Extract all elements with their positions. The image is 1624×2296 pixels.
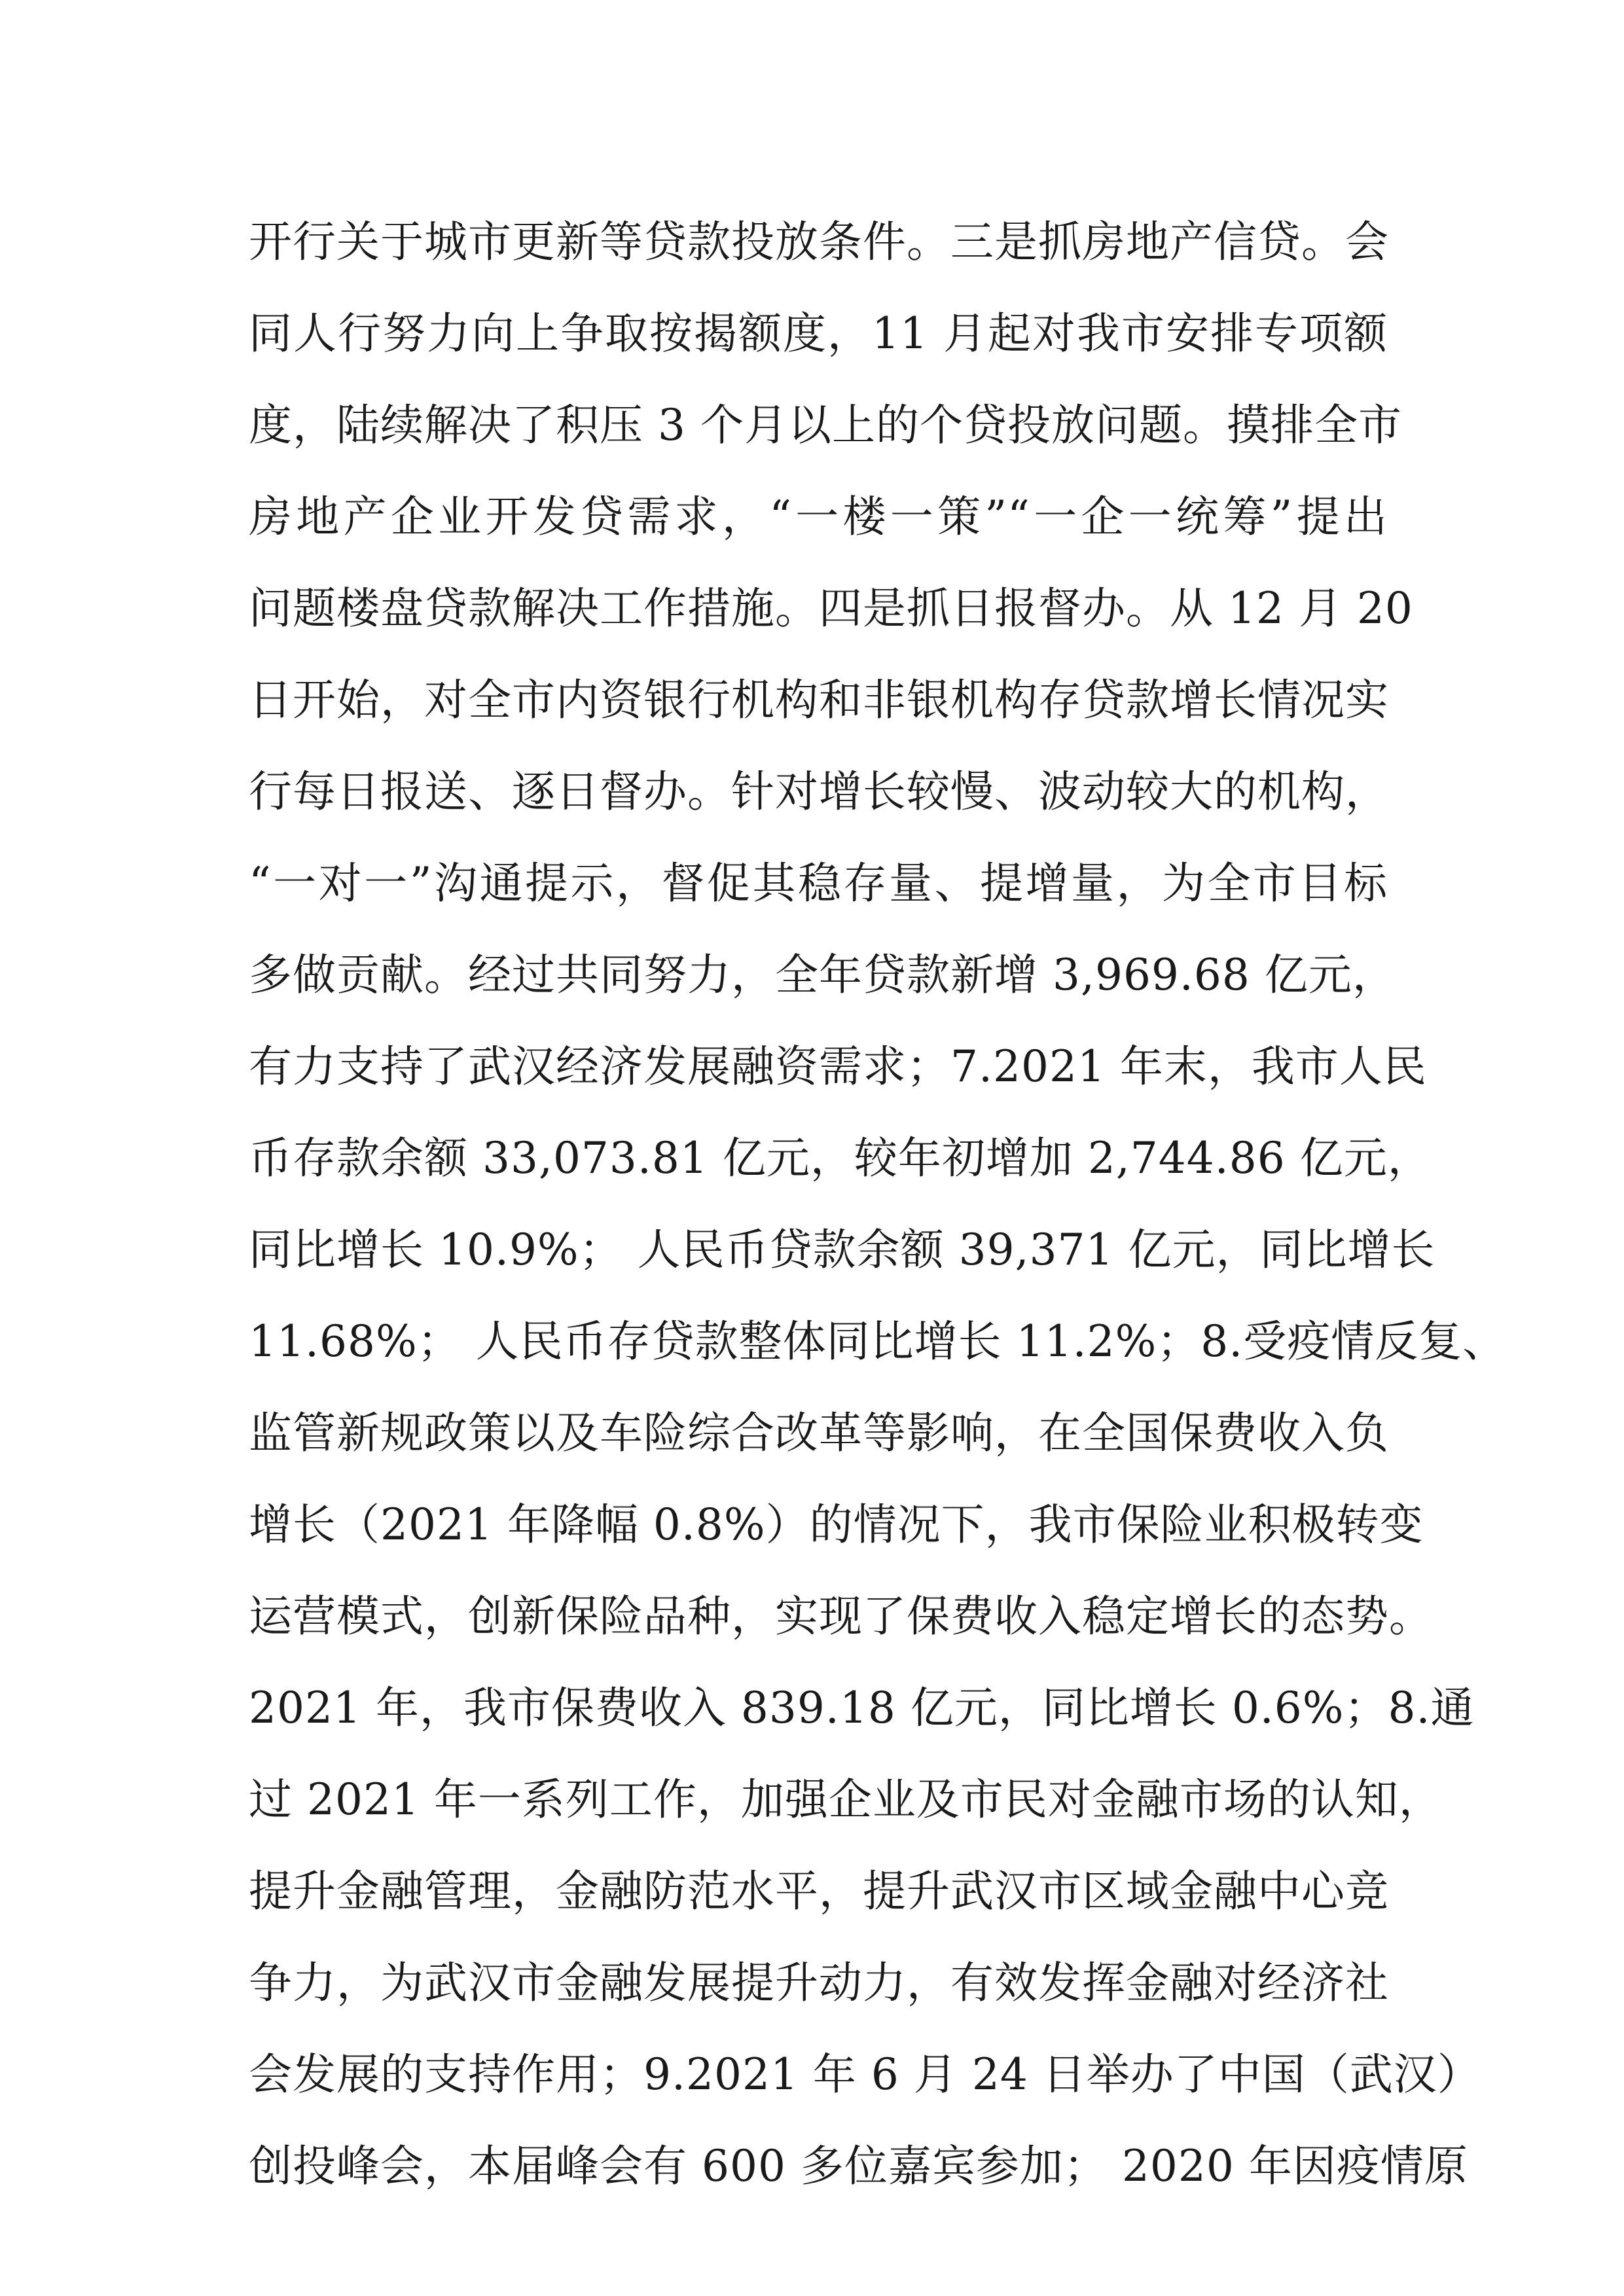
text-line: 问题楼盘贷款解决工作措施。四是抓日报督办。从 12 月 20 xyxy=(249,583,1413,634)
text-line: 争力，为武汉市金融发展提升动力，有效发挥金融对经济社 xyxy=(249,1958,1389,2008)
text-line: 币存款余额 33,073.81 亿元，较年初增加 2,744.86 亿元， xyxy=(249,1133,1432,1183)
text-line: 过 2021 年一系列工作，加强企业及市民对金融市场的认知， xyxy=(249,1774,1443,1825)
text-line: “一对一”沟通提示，督促其稳存量、提增量，为全市目标 xyxy=(249,858,1388,908)
text-line: 创投峰会，本届峰会有 600 多位嘉宾参加； 2020 年因疫情原 xyxy=(249,2141,1468,2191)
text-line: 度，陆续解决了积压 3 个月以上的个贷投放问题。摸排全市 xyxy=(249,400,1402,450)
text-line: 多做贡献。经过共同努力，全年贷款新增 3,969.68 亿元， xyxy=(249,950,1396,1000)
text-line: 增长（2021 年降幅 0.8%）的情况下，我市保险业积极转变 xyxy=(249,1499,1424,1550)
text-line: 运营模式，创新保险品种，实现了保费收入稳定增长的态势。 xyxy=(249,1591,1433,1641)
text-line: 开行关于城市更新等贷款投放条件。三是抓房地产信贷。会 xyxy=(249,217,1389,267)
text-line: 监管新规政策以及车险综合改革等影响，在全国保费收入负 xyxy=(249,1408,1389,1458)
text-line: 同人行努力向上争取按揭额度，11 月起对我市安排专项额 xyxy=(249,308,1388,359)
text-line: 2021 年，我市保费收入 839.18 亿元，同比增长 0.6%；8.通 xyxy=(249,1683,1475,1733)
text-line: 同比增长 10.9%； 人民币贷款余额 39,371 亿元，同比增长 xyxy=(249,1225,1435,1275)
text-line: 日开始，对全市内资银行机构和非银机构存贷款增长情况实 xyxy=(249,675,1389,725)
text-line: 房地产企业开发贷需求，“一楼一策”“一企一统筹”提出 xyxy=(249,492,1388,542)
text-line: 行每日报送、逐日督办。针对增长较慢、波动较大的机构， xyxy=(249,766,1389,817)
text-line: 提升金融管理，金融防范水平，提升武汉市区域金融中心竞 xyxy=(249,1866,1389,1916)
body-text xyxy=(249,196,1507,2212)
text-line: 有力支持了武汉经济发展融资需求；7.2021 年末，我市人民 xyxy=(249,1041,1427,1092)
text-line: 会发展的支持作用；9.2021 年 6 月 24 日举办了中国（武汉） xyxy=(249,2049,1481,2100)
text-line: 11.68%； 人民币存贷款整体同比增长 11.2%；8.受疫情反复、 xyxy=(249,1316,1507,1367)
